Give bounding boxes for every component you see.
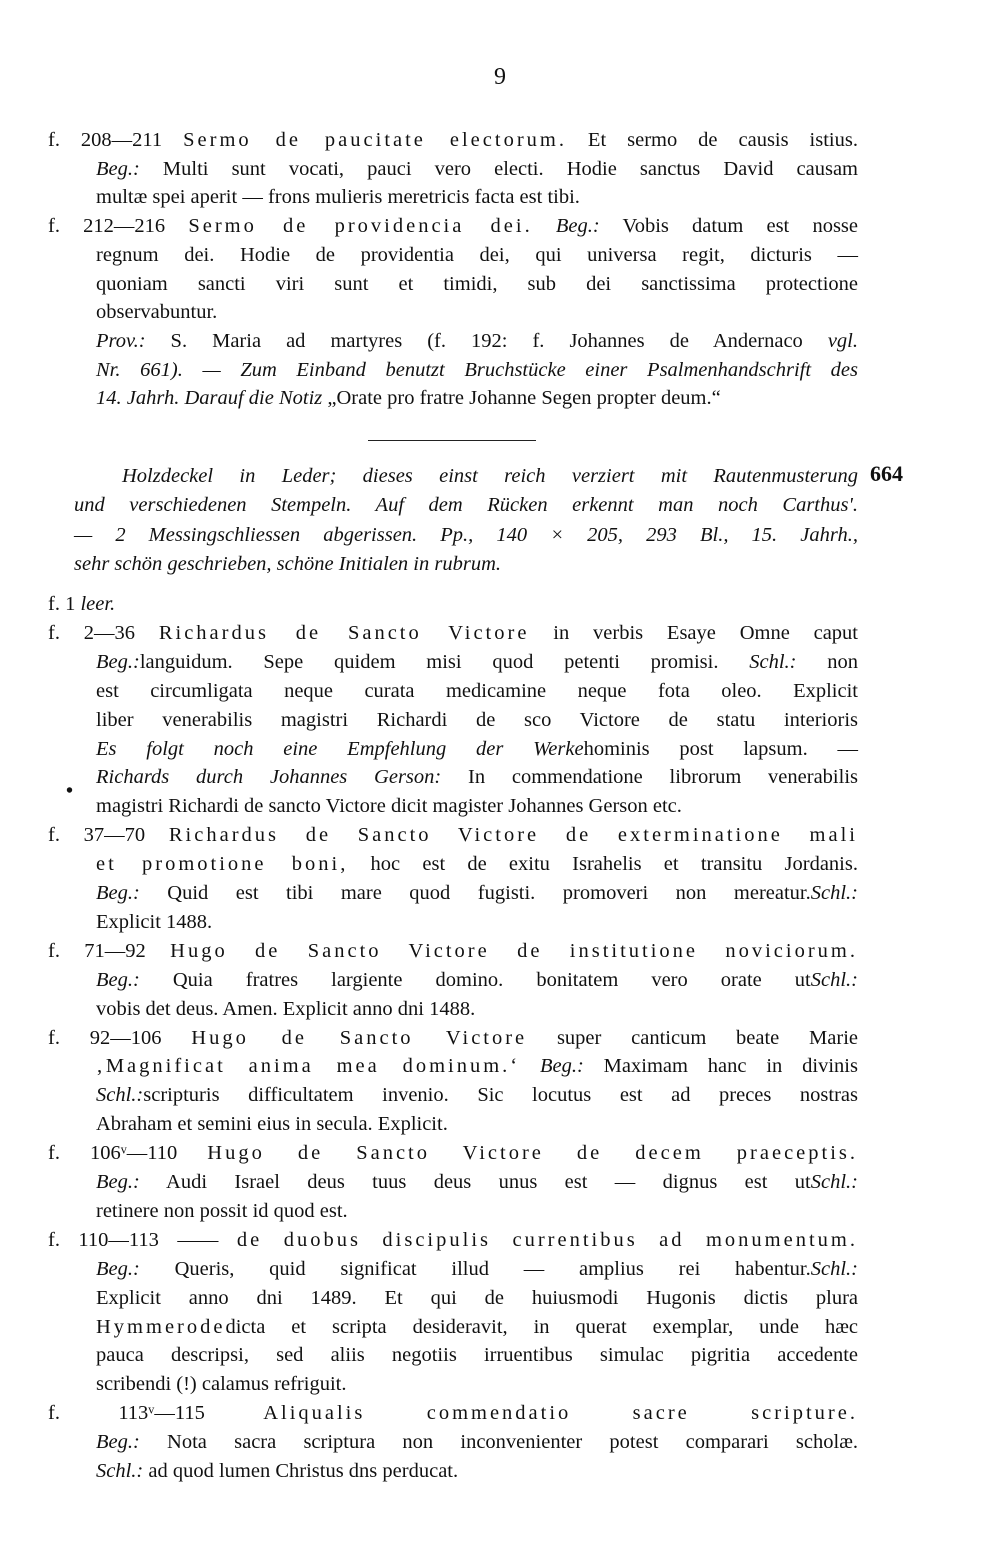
text-line [48, 937, 858, 966]
italic-note: Schl.: [810, 968, 858, 991]
text-line [96, 384, 858, 413]
italic-note: Beg.: [96, 968, 140, 991]
italic-note: Beg.: [96, 1431, 140, 1454]
italic-note: Beg.: [520, 1055, 584, 1078]
italic-note: Schl.: [96, 1084, 144, 1107]
line-text: languidum. [139, 650, 264, 673]
line-text: scribendi (!) calamus refriguit. [96, 1373, 347, 1396]
text-line [96, 183, 858, 212]
italic-note: Beg.: [532, 215, 600, 238]
line-text: Vobis datum est nosse [599, 215, 858, 238]
folio-range: f. 106ᵛ—110 [48, 1142, 208, 1165]
text-line [96, 298, 858, 327]
line-text: Sic locutus est ad preces nostras [477, 1084, 858, 1107]
italic-note: Beg.: [96, 1257, 140, 1280]
line-text: Quia fratres largiente domino. [139, 968, 537, 991]
line-text: dicta et scripta desideravit, in [225, 1315, 576, 1338]
italic-note: Prov.: [96, 329, 146, 352]
text-line [96, 1052, 858, 1081]
text-line [96, 1284, 858, 1313]
italic-note: Schl.: [96, 1460, 144, 1482]
line-text: Sepe quidem misi quod petenti promisi. [263, 650, 750, 673]
line-text: pauca descripsi, sed aliis negotiis irruentibus simulac pigritia accedente [96, 1344, 858, 1367]
line-text: est circumligata neque curata medicamine neque fota oleo. Explicit [96, 679, 858, 702]
spaced-title: Hugo de Sancto Victore de institutione noviciorum. [170, 939, 858, 962]
line-text: Et sermo de causis istius. [566, 129, 858, 151]
italic-note: Nr. 661). — Zum Einband benutzt Bruchstücke einer Psalmenhandschrift des [96, 358, 858, 381]
line-text: magistri Richardi de sancto Victore dicit magister Johannes Gerson etc. [96, 795, 682, 818]
italic-note: Beg.: [96, 1171, 140, 1193]
text-line [96, 327, 858, 356]
description-line: Holzdeckel in Leder; dieses einst reich verziert mit Rautenmusterung [122, 465, 858, 487]
text-line [96, 1081, 858, 1110]
spaced-title: Hugo de Sancto Victore [191, 1026, 528, 1049]
section-divider [368, 440, 536, 441]
folio-range: f. 212—216 [48, 215, 189, 238]
folio-range: f. 2—36 [48, 621, 159, 644]
text-line [96, 1341, 858, 1370]
italic-note: Schl.: [810, 1257, 858, 1280]
line-text: non [796, 650, 858, 673]
text-line [96, 356, 858, 385]
folio-range: f. 92—106 [48, 1026, 192, 1049]
line-text: liber venerabilis magistri Richardi de sco Victore de statu interioris [96, 708, 858, 731]
italic-note: Beg.: [96, 157, 140, 180]
spaced-title: Richardus de Sancto Victore de exterminatione mali [168, 824, 858, 847]
line-text: „Orate pro fratre Johanne Segen propter deum.“ [322, 387, 721, 410]
text-line [96, 1255, 858, 1284]
description-line: und verschiedenen Stempeln. Auf dem Rücken erkennt man noch Carthus'. [74, 494, 858, 517]
line-text: promoveri non mereatur. [562, 882, 811, 904]
text-line [96, 1313, 858, 1342]
line-text: ad quod lumen Christus dns perducat. [143, 1460, 459, 1482]
text-line [96, 241, 858, 270]
italic-note: 14. Jahrh. Darauf die Notiz [96, 387, 323, 410]
text-line [96, 270, 858, 299]
folio-range: f. 113ᵛ—115 [48, 1402, 264, 1425]
manuscript-number: 664 [870, 461, 903, 486]
line-text: in verbis Esaye Omne caput [529, 621, 859, 644]
line-text: In commendatione librorum venerabilis [441, 766, 858, 789]
line-text: scripturis difficultatem invenio. [143, 1084, 478, 1107]
text-line [96, 966, 858, 995]
italic-note: Richards durch Johannes Gerson: [96, 766, 442, 789]
line-text: regnum dei. Hodie de providentia dei, qui universa regit, dicturis — [96, 243, 858, 266]
text-line [48, 821, 858, 850]
text-line [96, 648, 858, 677]
italic-note: vgl. [802, 329, 858, 352]
italic-note: Schl.: [810, 1171, 858, 1193]
line-text: amplius rei habentur. [578, 1257, 811, 1280]
line-text: bonitatem vero orate ut [536, 968, 811, 991]
line-text: quoniam sancti viri sunt et timidi, sub dei sanctissima protectione [96, 272, 858, 295]
line-text: dignus est ut [662, 1171, 811, 1193]
folio-range: f. 208—211 [48, 129, 184, 151]
text-line [48, 1024, 858, 1053]
text-line [48, 212, 858, 241]
italic-note: leer. [80, 593, 116, 615]
text-line [96, 995, 858, 1024]
spaced-title: Hugo de Sancto Victore de decem praeceptis. [207, 1142, 859, 1165]
line-text: Explicit 1488. [96, 910, 213, 933]
spaced-title: et promotione boni, [96, 853, 349, 876]
line-text: retinere non possit id quod est. [96, 1199, 348, 1222]
description-line: sehr schön geschrieben, schöne Initialen in rubrum. [74, 552, 502, 575]
spaced-title: de duobus discipulis currentibus ad monumentum. [236, 1228, 858, 1251]
italic-note: Beg.: [96, 650, 140, 673]
text-line [48, 1226, 858, 1255]
folio-range: f. 110—113 —— [48, 1228, 237, 1251]
text-line [96, 1110, 858, 1139]
margin-mark: • [66, 780, 74, 802]
spaced-title: Aliqualis commendatio sacre scripture. [263, 1402, 858, 1425]
line-text: Quid est tibi mare quod fugisti. [139, 882, 563, 904]
line-text: vobis det deus. Amen. Explicit anno dni 1488. [96, 997, 476, 1020]
spaced-title: Richardus de Sancto Victore [158, 621, 530, 644]
line-text: Audi Israel deus tuus deus unus est — [139, 1171, 663, 1193]
line-text: hominis post lapsum. — [583, 737, 858, 760]
italic-note: Beg.: [96, 882, 140, 904]
text-line [96, 155, 858, 184]
line-text: Abraham et semini eius in secula. Explicit. [96, 1113, 448, 1136]
text-line [96, 1457, 858, 1486]
line-text: S. Maria ad martyres (f. 192: f. Johannes de Andernaco [145, 329, 803, 352]
text-line [96, 1168, 858, 1197]
text-line [96, 677, 858, 706]
folio-range: f. 37—70 [48, 824, 169, 847]
line-text: hoc est de exitu Israhelis et transitu Jordanis. [348, 853, 858, 876]
spaced-title: Sermo de providencia dei. [188, 215, 533, 238]
line-text: Queris, quid significat illud — [139, 1257, 579, 1280]
text-line [96, 1370, 858, 1399]
italic-note: Schl.: [810, 882, 858, 904]
spaced-title: Sermo de paucitate electorum. [183, 129, 567, 151]
folio-range: f. 71—92 [48, 939, 171, 962]
line-text: Maximam hanc in divinis [583, 1055, 858, 1078]
text-line [48, 1139, 858, 1168]
line-text: super canticum beate Marie [527, 1026, 859, 1049]
description-line: — 2 Messingschliessen abgerissen. Pp., 140 × 205, 293 Bl., 15. Jahrh., [74, 523, 858, 546]
text-line [48, 619, 858, 648]
line-text: observabuntur. [96, 301, 218, 324]
line-text: multæ spei aperit — frons mulieris meretricis facta est tibi. [96, 186, 580, 209]
text-line [96, 706, 858, 735]
spaced-title: ‚Magnificat anima mea dominum.‘ [96, 1055, 521, 1078]
line-text: querat exemplar, unde hæc [575, 1315, 858, 1338]
spaced-title: Hymmerode [96, 1315, 226, 1338]
folio-range: f. 1 [48, 593, 81, 615]
italic-note: Es folgt noch eine Empfehlung der Werke [96, 737, 584, 760]
italic-note: Schl.: [749, 650, 797, 673]
text-line [96, 879, 858, 908]
line-text: Nota sacra scriptura non inconvenienter potest comparari scholæ. [139, 1431, 858, 1454]
text-line [96, 1197, 858, 1226]
page-number: 9 [494, 64, 506, 90]
text-line [96, 908, 858, 937]
line-text: Multi sunt vocati, pauci vero electi. Hodie sanctus David causam [139, 157, 858, 180]
line-text: Explicit anno dni 1489. Et qui de huiusmodi Hugonis dictis plura [96, 1286, 858, 1309]
text-line [48, 1399, 858, 1428]
text-line [96, 850, 858, 879]
text-line [48, 590, 858, 619]
text-line [48, 126, 858, 155]
text-line [96, 792, 858, 821]
text-line [96, 735, 858, 764]
text-line [96, 763, 858, 792]
text-line [96, 1428, 858, 1457]
